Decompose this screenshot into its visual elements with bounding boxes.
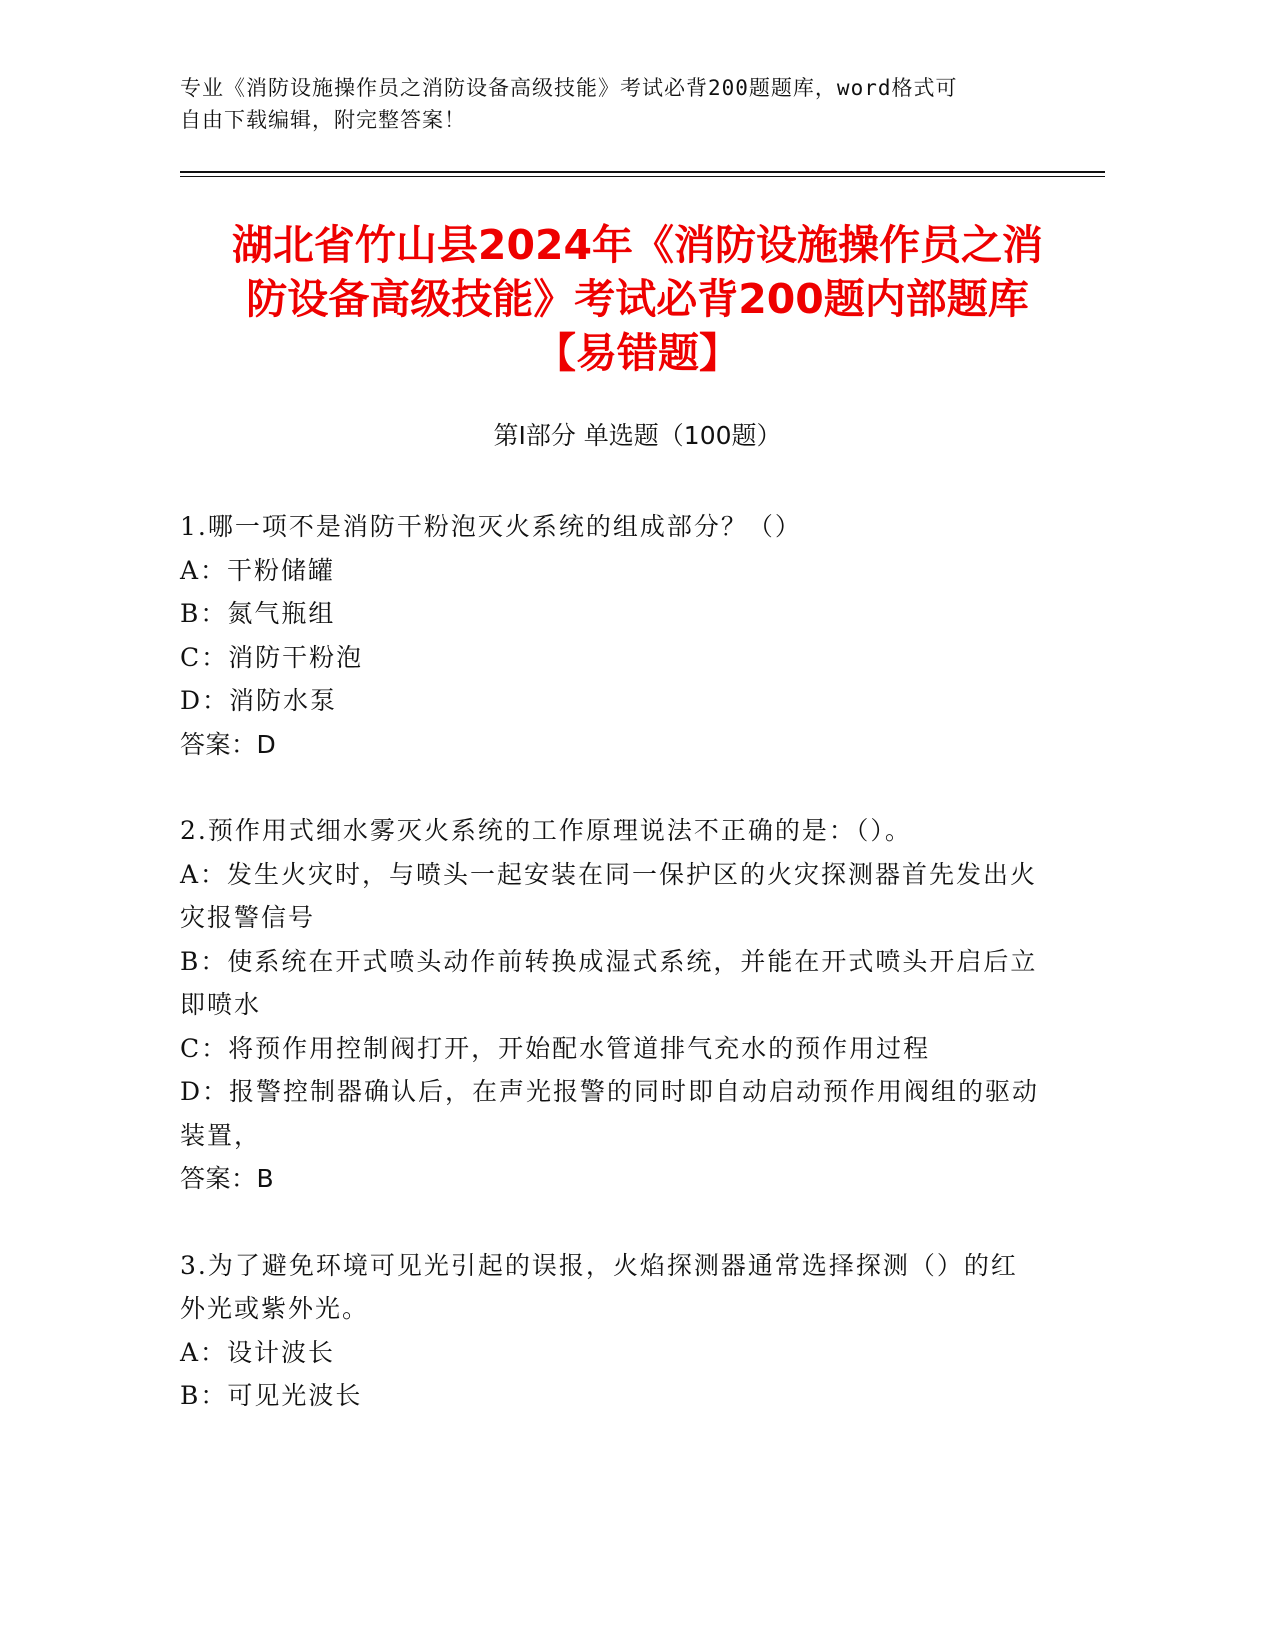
question-stem: 3.为了避免环境可见光引起的误报，火焰探测器通常选择探测（）的红外光或紫外光。 bbox=[180, 1250, 1018, 1323]
question-stem: 2.预作用式细水雾灭火系统的工作原理说法不正确的是：（）。 bbox=[180, 816, 912, 845]
header-note bbox=[180, 72, 1060, 136]
option-b: B：氮气瓶组 bbox=[180, 599, 336, 628]
option-d: D：消防水泵 bbox=[180, 686, 338, 715]
option-b: B：可见光波长 bbox=[180, 1381, 363, 1410]
header-divider-thick bbox=[180, 171, 1105, 173]
option-d: D：报警控制器确认后，在声光报警的同时即自动启动预作用阀组的驱动装置， bbox=[180, 1077, 1040, 1150]
header-note-line: 自由下载编辑，附完整答案！ bbox=[180, 108, 466, 132]
question-item bbox=[180, 505, 1040, 766]
answer-text: 答案：B bbox=[180, 1164, 275, 1193]
title-line: 【易错题】 bbox=[535, 329, 740, 377]
question-item bbox=[180, 1244, 1040, 1418]
answer-text: 答案：D bbox=[180, 729, 277, 759]
section-heading: 第Ⅰ部分 单选题（100题） bbox=[493, 421, 782, 450]
option-a: A：设计波长 bbox=[180, 1337, 336, 1367]
question-item bbox=[180, 809, 1040, 1201]
question-stem: 1.哪一项不是消防干粉泡灭火系统的组成部分？（） bbox=[180, 512, 802, 541]
title-line: 湖北省竹山县2024年《消防设施操作员之消 bbox=[231, 221, 1044, 269]
option-c: C：消防干粉泡 bbox=[180, 642, 364, 672]
document-title bbox=[150, 218, 1125, 380]
question-list bbox=[180, 505, 1040, 1461]
title-line: 防设备高级技能》考试必背200题内部题库 bbox=[246, 275, 1029, 323]
option-b: B：使系统在开式喷头动作前转换成湿式系统，并能在开式喷头开启后立即喷水 bbox=[180, 946, 1038, 1019]
header-divider-thin bbox=[180, 176, 1105, 177]
header-note-line: 专业《消防设施操作员之消防设备高级技能》考试必背200题题库，word格式可 bbox=[180, 76, 958, 100]
option-a: A：发生火灾时，与喷头一起安装在同一保护区的火灾探测器首先发出火灾报警信号 bbox=[180, 859, 1038, 932]
option-c: C：将预作用控制阀打开，开始配水管道排气充水的预作用过程 bbox=[180, 1033, 931, 1063]
option-a: A：干粉储罐 bbox=[180, 555, 336, 585]
